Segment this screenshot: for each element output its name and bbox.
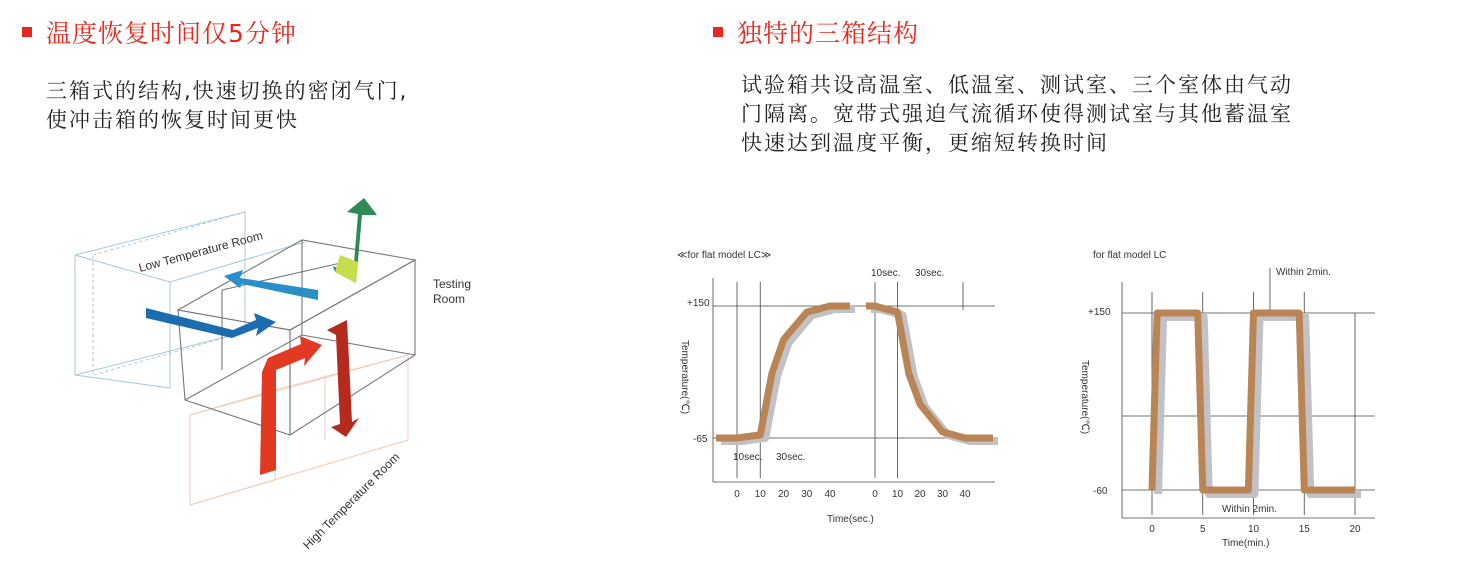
chart1-annot-10sec-b: 10sec. [871, 268, 901, 279]
chart1-xtick: 0 [734, 489, 740, 500]
chart1-xtick: 10 [891, 489, 904, 500]
chart2-xtick: 10 [1247, 524, 1260, 535]
chart2-xtick: 0 [1149, 524, 1155, 535]
left-desc-line-2: 使冲击箱的恢复时间更快 [46, 108, 299, 132]
chart1-xtick: 30 [801, 489, 813, 500]
chart1-xtick: 40 [959, 489, 971, 500]
chart2-title: for flat model LC [1093, 250, 1167, 261]
chart2-curves [1152, 313, 1361, 494]
chart1-xtick: 40 [824, 489, 836, 500]
chart2-annot-bottom: Within 2min. [1222, 504, 1278, 515]
chart1-xtick: 20 [777, 489, 790, 500]
chart2-ytick-bottom: -60 [1093, 486, 1108, 497]
high-room-label: High Temperature Room [300, 449, 403, 553]
chart1-annot-30sec-a: 30sec. [776, 452, 806, 463]
chart1-xtick: 30 [936, 489, 949, 500]
chart2-annot-top: Within 2min. [1276, 267, 1332, 278]
chart1-title: ≪for flat model LC≫ [677, 250, 772, 261]
chart1-ytick-bottom: -65 [693, 434, 708, 445]
chart2-shadow [1158, 317, 1361, 494]
chart2-ytick-top: +150 [1088, 307, 1111, 318]
chart1-xtick: 0 [872, 489, 878, 500]
chart2-xtick: 20 [1349, 524, 1361, 535]
chart1-xtick: 20 [914, 489, 926, 500]
testing-room-label-1: Testing [433, 277, 472, 291]
chart1-annot-30sec-b: 30sec. [915, 268, 945, 279]
chart2-xtick: 15 [1298, 524, 1310, 535]
right-title-text: 独特的三箱结构 [737, 19, 920, 48]
chart2-xlabel: Time(min.) [1222, 538, 1270, 549]
chart1-ylabel: Temperature(℃) [679, 340, 690, 415]
right-desc-line-1: 试验箱共设高温室、低温室、测试室、三个室体由气动 [741, 73, 1293, 97]
right-desc-line-3: 快速达到温度平衡，更缩短转换时间 [741, 131, 1109, 155]
left-desc-line-1: 三箱式的结构,快速切换的密闭气门, [46, 79, 409, 103]
chart2-xtick: 5 [1199, 524, 1206, 535]
chart2-ylabel: Temperature(℃) [1079, 360, 1090, 435]
chart1-xlabel: Time(sec.) [827, 514, 874, 525]
chart1-annot-10sec-a: 10sec. [733, 452, 763, 463]
right-desc-line-2: 门隔离。宽带式强迫气流循环使得测试室与其他蓄温室 [741, 102, 1293, 126]
left-title-text: 温度恢复时间仅5分钟 [46, 19, 297, 48]
low-room-label: Low Temperature Room [137, 228, 265, 275]
chart2-xticks [1149, 524, 1361, 535]
chart1-xtick: 10 [754, 489, 766, 500]
chart1-ytick-top: +150 [687, 298, 710, 309]
testing-room-label-2: Room [433, 292, 466, 306]
